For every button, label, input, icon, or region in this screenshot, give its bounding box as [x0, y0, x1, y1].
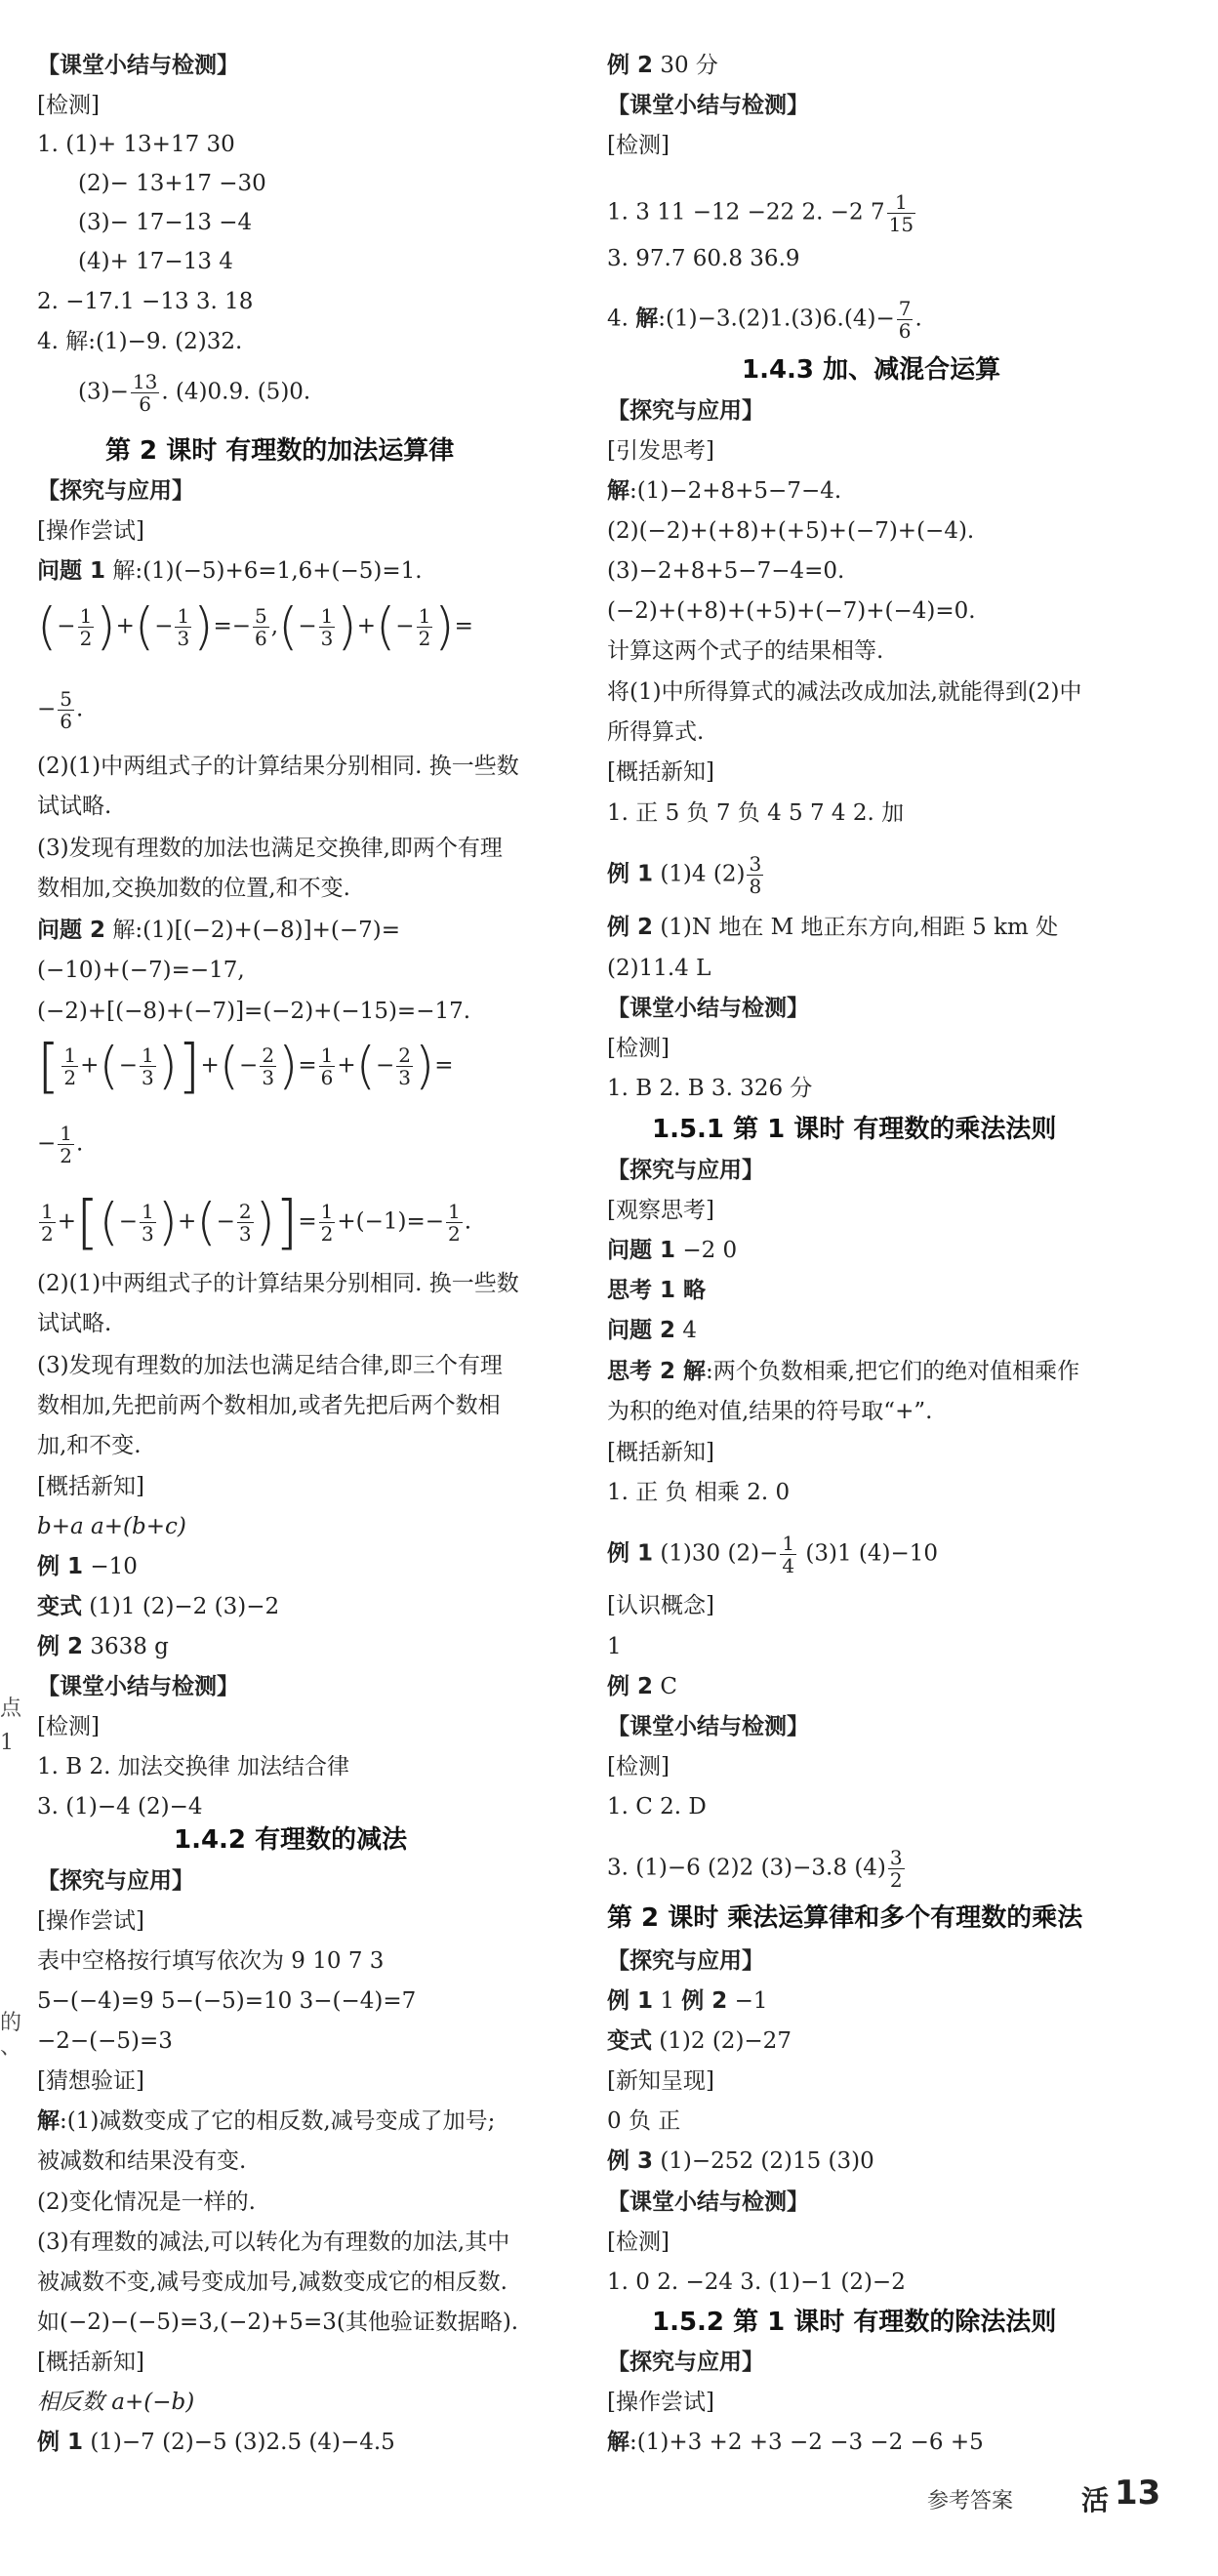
answer-line: 被减数不变,减号变成加号,减数变成它的相反数. — [37, 2269, 508, 2295]
sub-heading: [检测] — [37, 1714, 100, 1739]
answer-line: (3)发现有理数的加法也满足结合律,即三个有理 — [37, 1353, 503, 1378]
footer-tag: 活 — [1081, 2484, 1110, 2516]
answer-line: 2. −17.1 −13 3. 18 — [37, 289, 254, 314]
answer-line: 1. 正 负 相乘 2. 0 — [607, 1480, 791, 1505]
lesson-title: 1.4.3 加、减混合运算 — [742, 355, 1001, 385]
sub-heading: [猜想验证] — [37, 2068, 144, 2094]
answer-line: 3. (1)−4 (2)−4 — [37, 1794, 203, 1820]
answer-line: 为积的绝对值,结果的符号取“+”. — [607, 1399, 933, 1424]
answer-line: 数相加,先把前两个数相加,或者先把后两个数相 — [37, 1393, 501, 1418]
answer-line: 例 2 C — [607, 1674, 677, 1699]
answer-line: (−2)+[(−8)+(−7)]=(−2)+(−15)=−17. — [37, 999, 471, 1024]
math-line: − $\frac{1}{2}$ . — [37, 1122, 84, 1167]
edge-fragment: 1 — [0, 1731, 14, 1755]
math-line: [ $\frac{1}{2}$ +(− $\frac{1}{3}$ )]+(− $\frac{2}{3}$ )= $\frac{1}{6}$ +(− $\frac{2}{3}$ )= — [37, 1032, 454, 1101]
answer-line: (2)− 13+17 −30 — [78, 171, 266, 196]
answer-line: (3)− 17−13 −4 — [78, 210, 253, 235]
section-heading: 【探究与应用】 — [607, 1158, 764, 1183]
answer-line: 5−(−4)=9 5−(−5)=10 3−(−4)=7 — [37, 1988, 417, 2014]
answer-line: (4)+ 17−13 4 — [78, 249, 233, 274]
answer-line: 1. (1)+ 13+17 30 — [37, 132, 235, 157]
sub-heading: [概括新知] — [37, 2350, 144, 2375]
answer-line: 解:(1)−2+8+5−7−4. — [607, 478, 842, 504]
answer-line: 问题 2 解:(1)[(−2)+(−8)]+(−7)= — [37, 918, 400, 943]
answer-line: 例 2 3638 g — [37, 1634, 169, 1659]
edge-fragment: 、 — [0, 2035, 22, 2060]
sub-heading: [观察思考] — [607, 1198, 714, 1223]
answer-line: 相反数 a+(−b) — [37, 2390, 195, 2415]
sub-heading: [新知呈现] — [607, 2068, 714, 2094]
answer-line: 所得算式. — [607, 719, 705, 745]
answer-line: 1 — [607, 1634, 622, 1659]
sub-heading: [检测] — [607, 133, 670, 158]
answer-line: 表中空格按行填写依次为 9 10 7 3 — [37, 1948, 385, 1974]
sub-heading: [操作尝试] — [37, 1908, 144, 1934]
section-heading: 【课堂小结与检测】 — [37, 53, 239, 78]
answer-line: 试试略. — [37, 794, 112, 819]
sub-heading: [检测] — [37, 93, 100, 118]
section-heading: 【探究与应用】 — [607, 1948, 764, 1974]
answer-line: 例 1 (1)30 (2)− $\frac{1}{4}$ (3)1 (4)−10 — [607, 1532, 939, 1577]
answer-line: (−2)+(+8)+(+5)+(−7)+(−4)=0. — [607, 598, 976, 624]
sub-heading: [概括新知] — [607, 759, 714, 785]
answer-line: (3)有理数的减法,可以转化为有理数的加法,其中 — [37, 2229, 510, 2255]
answer-line: 解:(1)减数变成了它的相反数,减号变成了加号; — [37, 2108, 496, 2134]
math-line: (− $\frac{1}{2}$ )+(− $\frac{1}{3}$ )=− $\frac{5}{6}$ ,(− $\frac{1}{3}$ )+(− $\frac{1}{2}$ )= — [37, 597, 473, 657]
answer-line: 问题 1 −2 0 — [607, 1238, 738, 1263]
math-line: − $\frac{5}{6}$ . — [37, 687, 84, 733]
page-number: 13 — [1115, 2474, 1161, 2513]
math-line: $\frac{1}{2}$ +[(− $\frac{1}{3}$ )+(− $\frac{2}{3}$ )]= $\frac{1}{2}$ +(−1)=− $\frac{1}{2}$ . — [41, 1188, 472, 1257]
lesson-title: 1.5.1 第 1 课时 有理数的乘法法则 — [652, 1115, 1057, 1144]
sub-heading: [认识概念] — [607, 1593, 714, 1618]
answer-line: (2)11.4 L — [607, 956, 711, 981]
sub-heading: [操作尝试] — [607, 2390, 714, 2415]
answer-line: 例 2 30 分 — [607, 53, 718, 78]
section-heading: 【课堂小结与检测】 — [37, 1674, 239, 1699]
sub-heading: [检测] — [607, 1036, 670, 1061]
lesson-title: 1.5.2 第 1 课时 有理数的除法法则 — [652, 2308, 1057, 2337]
section-heading: 【课堂小结与检测】 — [607, 1714, 809, 1739]
answer-line: 例 2 (1)N 地在 M 地正东方向,相距 5 km 处 — [607, 915, 1059, 940]
sub-heading: [概括新知] — [607, 1440, 714, 1465]
answer-line: 例 1 (1)4 (2) $\frac{3}{8}$ — [607, 852, 762, 898]
answer-line: (3)发现有理数的加法也满足交换律,即两个有理 — [37, 836, 503, 861]
answer-line: 将(1)中所得算式的减法改成加法,就能得到(2)中 — [607, 679, 1082, 705]
answer-line: (2)(1)中两组式子的计算结果分别相同. 换一些数 — [37, 1271, 519, 1296]
section-heading: 【课堂小结与检测】 — [607, 2189, 809, 2215]
answer-line: (−10)+(−7)=−17, — [37, 958, 245, 983]
sub-heading: [检测] — [607, 2229, 670, 2255]
answer-line: 加,和不变. — [37, 1433, 142, 1458]
answer-line: 思考 1 略 — [607, 1278, 707, 1303]
answer-line: 1. 正 5 负 7 负 4 5 7 4 2. 加 — [607, 800, 905, 826]
answer-line: 变式 (1)1 (2)−2 (3)−2 — [37, 1594, 280, 1619]
answer-line: 计算这两个式子的结果相等. — [607, 638, 884, 664]
answer-line: 3. (1)−6 (2)2 (3)−3.8 (4) $\frac{3}{2}$ — [607, 1846, 903, 1892]
section-heading: 【课堂小结与检测】 — [607, 996, 809, 1021]
answer-line: 4. 解:(1)−3.(2)1.(3)6.(4)− $\frac{7}{6}$ . — [607, 297, 922, 343]
answer-line: 1. 0 2. −24 3. (1)−1 (2)−2 — [607, 2269, 906, 2295]
answer-line: 例 1 (1)−7 (2)−5 (3)2.5 (4)−4.5 — [37, 2430, 395, 2455]
answer-line: 1. 3 11 −12 −22 2. −2 7 $\frac{1}{15}$ — [607, 190, 914, 236]
answer-line: 3. 97.7 60.8 36.9 — [607, 246, 800, 271]
section-heading: 【探究与应用】 — [607, 398, 764, 424]
sub-heading: [操作尝试] — [37, 518, 144, 544]
answer-line: 0 负 正 — [607, 2108, 681, 2134]
answer-line: 4. 解:(1)−9. (2)32. — [37, 329, 243, 354]
answer-line: 解:(1)+3 +2 +3 −2 −3 −2 −6 +5 — [607, 2430, 984, 2455]
answer-line: (2)(1)中两组式子的计算结果分别相同. 换一些数 — [37, 754, 519, 779]
answer-line: b+a a+(b+c) — [37, 1514, 186, 1539]
answer-line: 被减数和结果没有变. — [37, 2148, 247, 2174]
edge-fragment: 的 — [0, 2011, 22, 2035]
section-heading: 【课堂小结与检测】 — [607, 93, 809, 118]
answer-line: 1. B 2. B 3. 326 分 — [607, 1076, 813, 1101]
sub-heading: [检测] — [607, 1754, 670, 1779]
fraction: $\frac{13}{6}$ — [132, 370, 158, 416]
answer-line: 数相加,交换加数的位置,和不变. — [37, 876, 350, 901]
lesson-title: 第 2 课时 乘法运算律和多个有理数的乘法 — [607, 1903, 1083, 1933]
answer-line: 如(−2)−(−5)=3,(−2)+5=3(其他验证数据略). — [37, 2310, 519, 2335]
answer-line: 思考 2 解:两个负数相乘,把它们的绝对值相乘作 — [607, 1359, 1080, 1384]
lesson-title: 1.4.2 有理数的减法 — [174, 1825, 408, 1855]
answer-line: 试试略. — [37, 1311, 112, 1336]
answer-line: 1. C 2. D — [607, 1794, 707, 1820]
answer-line: (3)−2+8+5−7−4=0. — [607, 558, 845, 584]
footer-label: 参考答案 — [927, 2489, 1014, 2514]
answer-line: 问题 1 解:(1)(−5)+6=1,6+(−5)=1. — [37, 558, 423, 584]
edge-fragment: 点 — [0, 1697, 22, 1721]
answer-line: 问题 2 4 — [607, 1318, 697, 1343]
answer-line: 例 1 −10 — [37, 1554, 138, 1579]
answer-line: −2−(−5)=3 — [37, 2028, 173, 2054]
answer-line: 1. B 2. 加法交换律 加法结合律 — [37, 1754, 350, 1779]
lesson-title: 第 2 课时 有理数的加法运算律 — [105, 436, 455, 466]
answer-line: (2)(−2)+(+8)+(+5)+(−7)+(−4). — [607, 518, 975, 544]
section-heading: 【探究与应用】 — [37, 478, 194, 504]
answer-line: 变式 (1)2 (2)−27 — [607, 2028, 792, 2054]
answer-line: (2)变化情况是一样的. — [37, 2189, 256, 2215]
answer-line: 例 3 (1)−252 (2)15 (3)0 — [607, 2148, 874, 2174]
answer-line: (3)− $\frac{13}{6}$ . (4)0.9. (5)0. — [78, 370, 311, 416]
section-heading: 【探究与应用】 — [37, 1868, 194, 1894]
sub-heading: [概括新知] — [37, 1474, 144, 1499]
answer-line: 例 1 1 例 2 −1 — [607, 1988, 768, 2014]
sub-heading: [引发思考] — [607, 438, 714, 464]
section-heading: 【探究与应用】 — [607, 2350, 764, 2375]
